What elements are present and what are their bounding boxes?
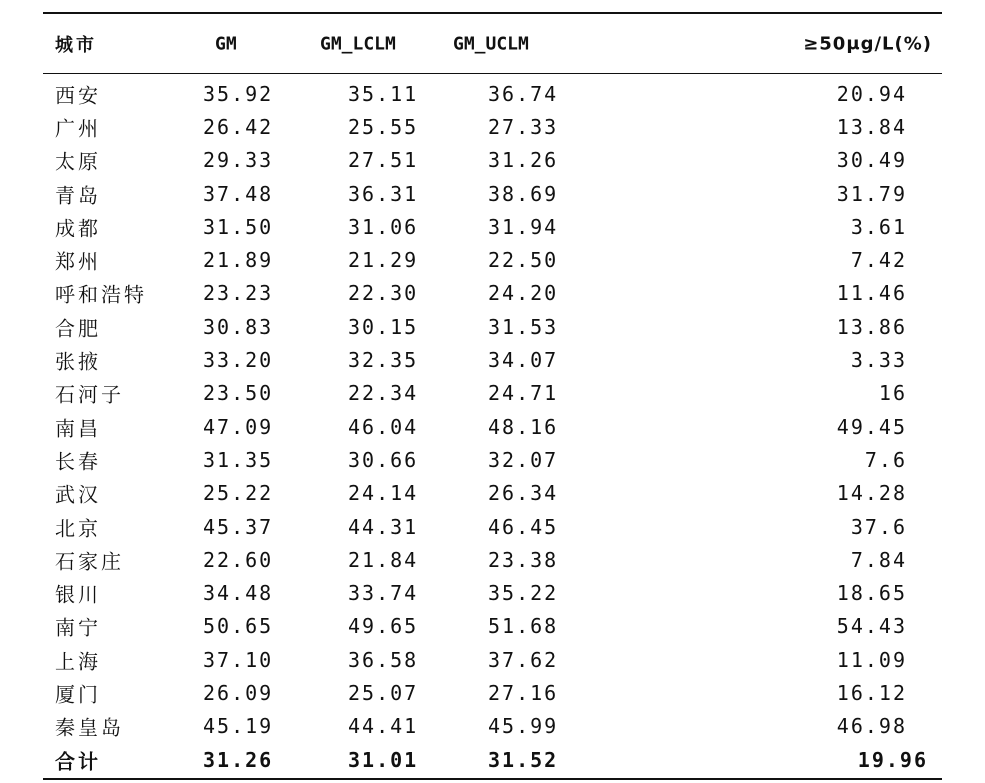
cell-percent-over-50: 37.6 [850,514,907,539]
cell-city: 北京 [55,516,101,540]
table-row [43,477,942,510]
cell-gm: 29.33 [203,148,274,173]
cell-percent-over-50: 31.79 [836,181,907,206]
table-row [43,210,942,243]
cell-percent-over-50: 3.33 [850,348,907,373]
table-row [43,643,942,676]
cell-percent-over-50: 7.6 [864,447,907,472]
cell-gm-lclm: 36.58 [348,647,419,672]
table-row [43,443,942,476]
cell-gm-uclm: 22.50 [488,248,559,273]
cell-gm: 45.19 [203,714,274,739]
cell-city: 西安 [55,83,101,108]
cell-gm: 35.92 [203,81,274,106]
cell-gm-lclm: 25.55 [348,114,419,139]
cell-city: 广州 [55,116,101,141]
cell-gm: 31.35 [203,447,274,472]
cell-gm-lclm: 22.34 [348,381,419,406]
cell-gm: 50.65 [203,614,274,639]
cell-city: 南昌 [55,416,101,441]
cell-percent-over-50: 13.86 [836,314,907,339]
cell-gm-uclm: 27.33 [488,114,559,139]
table-row [43,277,942,310]
table-row [43,310,942,343]
cell-gm: 21.89 [203,248,274,273]
cell-gm: 34.48 [203,581,274,606]
cell-gm-lclm: 33.74 [348,581,419,606]
cell-city: 石家庄 [55,549,124,574]
table-row [43,110,942,143]
cell-percent-over-50: 19.96 [857,747,928,772]
data-table [43,12,942,780]
cell-city: 太原 [55,149,101,174]
cell-gm-lclm: 24.14 [348,481,419,506]
cell-gm-uclm: 31.53 [488,314,559,339]
cell-gm-lclm: 30.66 [348,447,419,472]
cell-gm-uclm: 46.45 [488,514,559,539]
cell-gm-lclm: 49.65 [348,614,419,639]
header-gm-uclm: GM_UCLM [453,33,529,54]
cell-percent-over-50: 11.09 [836,647,907,672]
table-row [43,377,942,410]
cell-city: 长春 [55,449,101,474]
table-total-row [43,743,942,776]
cell-gm-uclm: 38.69 [488,181,559,206]
cell-percent-over-50: 16.12 [836,680,907,705]
cell-percent-over-50: 13.84 [836,114,907,139]
cell-gm-lclm: 27.51 [348,148,419,173]
cell-percent-over-50: 7.84 [850,547,907,572]
cell-gm-lclm: 30.15 [348,314,419,339]
cell-percent-over-50: 14.28 [836,481,907,506]
cell-percent-over-50: 54.43 [836,614,907,639]
cell-gm: 26.09 [203,680,274,705]
table-row [43,610,942,643]
header-gm-lclm: GM_LCLM [320,33,396,54]
cell-gm-lclm: 36.31 [348,181,419,206]
cell-percent-over-50: 3.61 [850,214,907,239]
cell-gm-uclm: 36.74 [488,81,559,106]
cell-gm-lclm: 31.01 [348,747,419,772]
cell-gm-lclm: 35.11 [348,81,419,106]
table-row [43,410,942,443]
cell-city: 青岛 [55,183,101,208]
table-row [43,543,942,576]
cell-city: 秦皇岛 [55,715,124,740]
cell-gm-uclm: 51.68 [488,614,559,639]
cell-gm-uclm: 31.26 [488,148,559,173]
cell-percent-over-50: 11.46 [836,281,907,306]
cell-gm-lclm: 46.04 [348,414,419,439]
cell-percent-over-50: 20.94 [836,81,907,106]
table-row [43,177,942,210]
cell-gm-lclm: 22.30 [348,281,419,306]
cell-gm-lclm: 44.41 [348,714,419,739]
cell-gm-uclm: 48.16 [488,414,559,439]
cell-gm-uclm: 34.07 [488,348,559,373]
cell-gm-lclm: 21.84 [348,547,419,572]
cell-gm-uclm: 31.94 [488,214,559,239]
cell-gm-uclm: 24.20 [488,281,559,306]
cell-gm-uclm: 27.16 [488,680,559,705]
cell-gm-lclm: 31.06 [348,214,419,239]
cell-percent-over-50: 49.45 [836,414,907,439]
cell-gm: 22.60 [203,547,274,572]
header-percent-over-50: ≥50μg/L(%) [803,33,932,54]
table-row [43,77,942,110]
header-city: 城市 [55,34,97,56]
cell-percent-over-50: 7.42 [850,248,907,273]
table-row [43,144,942,177]
table-row [43,576,942,609]
cell-city: 张掖 [55,349,101,374]
cell-gm: 37.48 [203,181,274,206]
cell-percent-over-50: 18.65 [836,581,907,606]
cell-gm-lclm: 21.29 [348,248,419,273]
cell-city: 武汉 [55,482,101,507]
cell-gm: 37.10 [203,647,274,672]
cell-gm: 31.26 [203,747,274,772]
cell-gm-uclm: 35.22 [488,581,559,606]
cell-city: 银川 [55,582,101,607]
cell-gm: 45.37 [203,514,274,539]
cell-percent-over-50: 46.98 [836,714,907,739]
cell-city: 呼和浩特 [55,282,147,307]
header-gm: GM [215,33,237,54]
cell-gm-uclm: 26.34 [488,481,559,506]
table-row [43,343,942,376]
cell-gm: 25.22 [203,481,274,506]
cell-city: 厦门 [55,682,101,707]
table-bottom-rule [43,778,942,780]
cell-city: 合肥 [55,316,101,341]
cell-city: 郑州 [55,249,101,274]
table-row [43,243,942,276]
cell-city: 上海 [55,649,101,674]
cell-gm-uclm: 31.52 [488,747,559,772]
table-header-row [43,14,942,73]
table-row [43,676,942,709]
cell-gm-uclm: 23.38 [488,547,559,572]
cell-gm-lclm: 32.35 [348,348,419,373]
cell-city: 合计 [55,749,101,774]
cell-gm-uclm: 45.99 [488,714,559,739]
cell-gm: 23.23 [203,281,274,306]
cell-city: 成都 [55,216,101,241]
cell-gm-uclm: 24.71 [488,381,559,406]
table-row [43,510,942,543]
cell-gm: 47.09 [203,414,274,439]
cell-gm: 31.50 [203,214,274,239]
cell-city: 石河子 [55,382,124,407]
cell-gm: 26.42 [203,114,274,139]
cell-percent-over-50: 16 [878,381,907,406]
cell-gm: 23.50 [203,381,274,406]
table-row [43,710,942,743]
cell-gm: 33.20 [203,348,274,373]
table-body [43,74,942,778]
cell-gm: 30.83 [203,314,274,339]
cell-gm-lclm: 44.31 [348,514,419,539]
cell-gm-uclm: 32.07 [488,447,559,472]
cell-percent-over-50: 30.49 [836,148,907,173]
cell-gm-lclm: 25.07 [348,680,419,705]
cell-gm-uclm: 37.62 [488,647,559,672]
cell-city: 南宁 [55,615,101,640]
